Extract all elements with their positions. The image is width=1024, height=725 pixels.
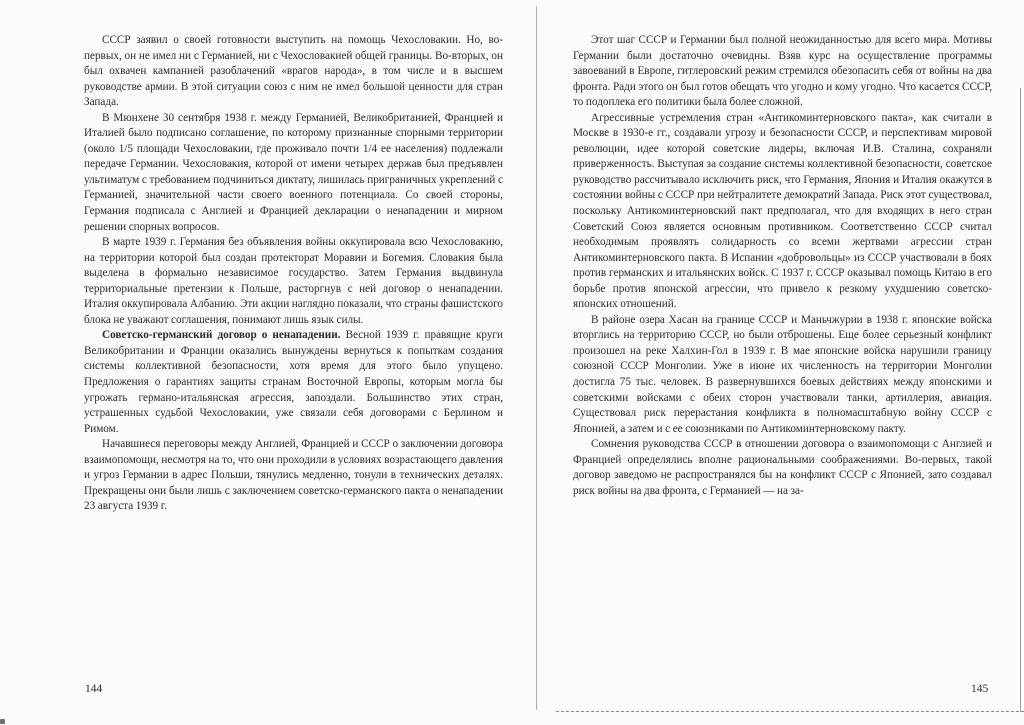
paragraph: Агрессивные устремления стран «Антикоминтерновского пакта», как считали в Москве в 1930-е гг., создавали угрозу и безопасности СССР, и перспективам мировой революции, идее которой советские лидеры, включая И.В. Сталина, сохраняли приверженность. Выступая за создание системы коллективной безопасности, советское руководство рассчитывало исключить риск, что Германия, Япония и Италия окажутся в состоянии войны с СССР при нейтралитете демократий Запада. Риск этот существовал, поскольку Антикоминтерновский пакт предполагал, что для входящих в него стран Советский Союз является основным противником. Соответственно СССР считал необходимым проявлять солидарность со всеми жертвами агрессии стран Антикоминтерновского пакта. В Испании «добровольцы» из СССР участвовали в боях против германских и итальянских войск. С 1937 г. СССР оказывал помощь Китаю в его борьбе против японской агрессии, что привело к резкому ухудшению советско-японских отношений. [573,111,992,311]
paragraph: В Мюнхене 30 сентября 1938 г. между Германией, Великобританией, Францией и Италией было подписано соглашение, по которому признанные спорными территории (около 1/5 площади Чехословакии, где проживало почти 1/4 ее населения) подлежали передаче Германии. Чехословакия, которой от имени четырех держав был предъявлен ультиматум с требованием подчиниться диктату, лишилась приграничных укреплений с Германией, значительной части своего военного потенциала. Со своей стороны, Германия подписала с Англией и Францией декларации о ненападении и мирном решении спорных вопросов. [84,111,503,233]
page-gutter-divider [536,6,537,710]
scan-edge-right-line [1020,88,1021,712]
left-page-text-column [84,33,503,515]
paragraph: В районе озера Хасан на границе СССР и Маньчжурии в 1938 г. японские войска вторглись на территорию СССР, но были отброшены. Еще более серьезный конфликт произошел на реке Халхин-Гол в 1939 г. В мае японские войска нарушили границу союзной СССР Монголии. Уже в июне их численность на территории Монголии достигла 75 тыс. человек. В развернувшихся боевых действиях между японскими и советскими войсками с обеих сторон участвовали танки, артиллерия, авиация. Существовал риск перерастания конфликта в полномасштабную войну СССР с Японией, а затем и с ее союзниками по Антикоминтерновскому пакту. [573,313,992,435]
right-page-text-column [573,33,992,499]
left-page-number: 144 [85,683,103,695]
paragraph: СССР заявил о своей готовности выступить на помощь Чехословакии. Но, во-первых, он не имел ни с Германией, ни с Чехословакией общей границы. Во-вторых, он был охвачен кампанией разоблачений «врагов народа», в том числе и в высшем руководстве армии. В этой ситуации союз с ним не имел большой ценности для стран Запада. [84,34,503,109]
paragraph: Сомнения руководства СССР в отношении договора о взаимопомощи с Англией и Францией определялись вполне рациональными соображениями. Во-первых, такой договор заведомо не распространялся бы на конфликт СССР с Японией, зато создавал риск войны на два фронта, с Германией — на за- [573,438,992,497]
scan-corner-speck [0,719,5,724]
right-page-number: 145 [971,683,989,695]
paragraph: В марте 1939 г. Германия без объявления войны оккупировала всю Чехословакию, на территории которой был создан протекторат Моравии и Богемия. Словакия была выделена в формально независимое государство. Затем Германия выдвинула территориальные претензии к Польше, расторгнув с ней договор о ненападении. Италия оккупировала Албанию. Эти акции наглядно показали, что страны фашистского блока не уважают соглашения, понимают лишь язык силы. [84,236,503,326]
paragraph-bold-lead: Советско-германский договор о ненападении. [102,329,346,342]
scan-edge-bottom-line [556,711,1024,712]
paragraph: Советско-германский договор о ненападении. Весной 1939 г. правящие круги Великобритании и Франции оказались вынуждены вернуться к попыткам создания системы коллективной безопасности, хотя время для этого было упущено. Предложения о гарантиях защиты странам Восточной Европы, которым могла бы угрожать германо-итальянская агрессия, запоздали. Большинство этих стран, устрашенных судьбой Чехословакии, уже связали себя договорами с Берлином и Римом. [84,329,503,435]
paragraph: Этот шаг СССР и Германии был полной неожиданностью для всего мира. Мотивы Германии были достаточно очевидны. Взяв курс на осуществление программы завоеваний в Европе, гитлеровский режим стремился обезопасить себя от войны на два фронта. Ради этого он был готов обещать что угодно и кому угодно. Что касается СССР, то подоплека его политики была более сложной. [573,34,992,109]
paragraph: Начавшиеся переговоры между Англией, Францией и СССР о заключении договора взаимопомощи, несмотря на то, что они проходили в условиях возрастающего давления и угроз Германии в адрес Польши, тянулись медленно, тонули в технических деталях. Прекращены они были лишь с заключением советско-германского пакта о ненападении 23 августа 1939 г. [84,438,503,513]
